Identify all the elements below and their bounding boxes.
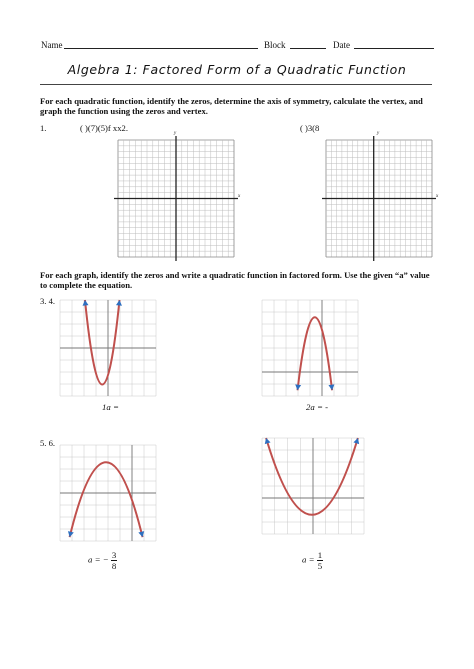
graph-3 xyxy=(60,300,156,396)
arrow-left-end xyxy=(83,300,89,306)
graph-4 xyxy=(262,300,358,396)
problems-5-6-label: 5. 6. xyxy=(40,438,56,448)
block-field[interactable] xyxy=(290,48,326,49)
problems-3-4-label: 3. 4. xyxy=(40,296,56,306)
problem1-expression: ( )(7)(5)f xx2. xyxy=(80,123,128,133)
graph-6 xyxy=(262,438,364,534)
graph4-a-value: 2a = - xyxy=(306,402,329,412)
date-field[interactable] xyxy=(354,48,434,49)
graph6-fraction xyxy=(317,550,323,571)
graph-5 xyxy=(60,445,156,541)
graph5-denominator: 8 xyxy=(111,561,117,571)
grid1-y-label: y xyxy=(174,131,177,136)
parabola-curve xyxy=(298,317,333,390)
problem1-number: 1. xyxy=(40,123,47,133)
graph5-numerator: 3 xyxy=(111,550,117,560)
part2-instructions: For each graph, identify the zeros and write a quadratic function in factored form. Use the given “a” value to complete the equation. xyxy=(40,270,430,290)
problem2-expression: ( )3(8 xyxy=(300,123,320,133)
title-divider xyxy=(40,84,432,85)
problem1-blank-grid[interactable] xyxy=(118,140,234,257)
page-title: Algebra 1: Factored Form of a Quadratic Function xyxy=(67,62,407,77)
graph6-denominator: 5 xyxy=(317,561,323,571)
date-label: Date xyxy=(333,40,350,50)
grid1-x-label: x xyxy=(238,194,241,199)
name-field[interactable] xyxy=(64,48,258,49)
graph6-a-prefix: a = xyxy=(302,554,315,565)
name-label: Name xyxy=(41,40,63,50)
part1-instructions: For each quadratic function, identify the zeros, determine the axis of symmetry, calculate the vertex, and graph the function using the zeros and vertex. xyxy=(40,96,423,116)
graph5-a-prefix: a = − xyxy=(88,554,109,565)
graph5-a-value xyxy=(88,550,117,571)
parabola-curve xyxy=(266,438,358,515)
graph6-a-value xyxy=(302,550,323,571)
grid2-y-label: y xyxy=(377,131,380,136)
graph6-numerator: 1 xyxy=(317,550,323,560)
grid2-x-label: x xyxy=(436,194,439,199)
block-label: Block xyxy=(264,40,286,50)
graph3-a-value: 1a = xyxy=(102,402,119,412)
problem2-blank-grid[interactable] xyxy=(326,140,432,257)
graph5-fraction xyxy=(111,550,117,571)
arrow-right-end xyxy=(116,300,122,306)
